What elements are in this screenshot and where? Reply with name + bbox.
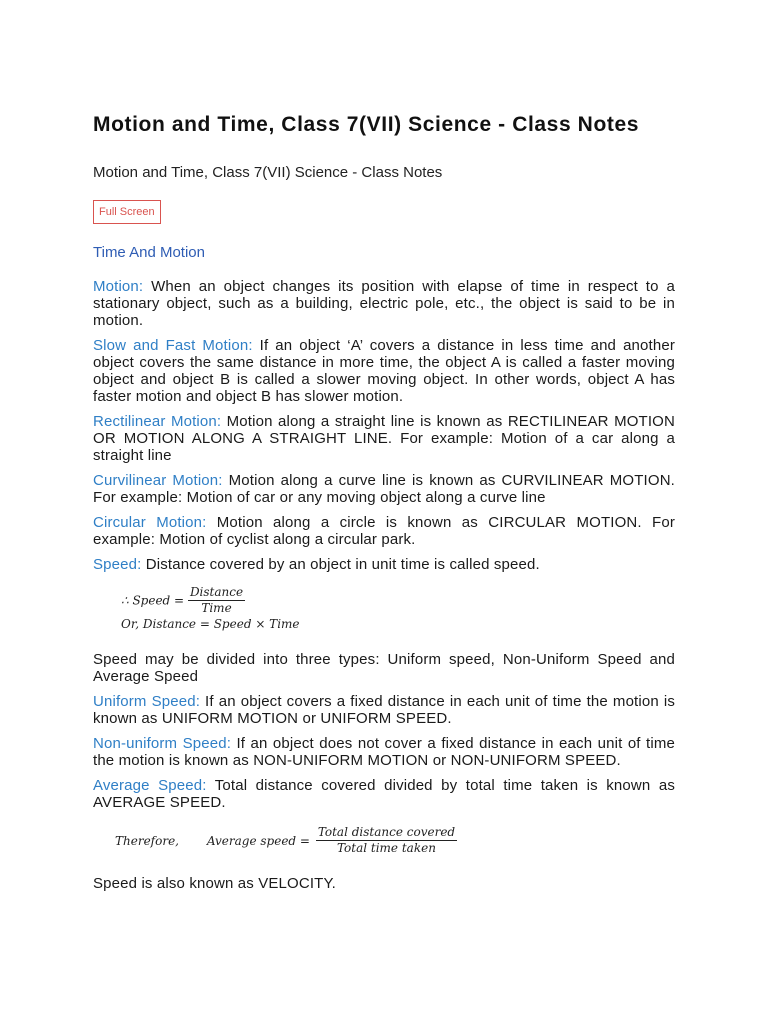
text-uniform-speed: If an object covers a fixed distance in each unit of time the motion is known as UNIFORM MOTION or UNIFORM SPEED. — [93, 693, 675, 727]
text-motion: When an object changes its position with elapse of time in respect to a stationary object, such as a building, electric pole, etc., the object is said to be in motion. — [93, 278, 675, 329]
paragraph-motion — [93, 278, 675, 329]
average-formula-lhs: Average speed = — [206, 833, 310, 848]
paragraph-speed-types: Speed may be divided into three types: Uniform speed, Non-Uniform Speed and Average Speed — [93, 651, 675, 685]
text-speed: Distance covered by an object in unit time is called speed. — [141, 556, 540, 573]
speed-formula-lhs: ∴ Speed = — [121, 593, 185, 608]
speed-fraction — [188, 585, 245, 616]
average-numerator: Total distance covered — [317, 825, 456, 839]
paragraph-curvilinear-motion — [93, 472, 675, 506]
distance-equation: Or, Distance = Speed × Time — [121, 617, 300, 631]
speed-numerator: Distance — [189, 585, 244, 599]
speed-formula — [121, 585, 675, 641]
term-speed: Speed: — [93, 556, 142, 573]
term-uniform-speed: Uniform Speed: — [93, 693, 201, 710]
page-subtitle: Motion and Time, Class 7(VII) Science - Class Notes — [93, 164, 443, 181]
section-heading: Time And Motion — [93, 244, 205, 261]
term-curvilinear-motion: Curvilinear Motion: — [93, 472, 223, 489]
text-rectilinear-motion: Motion along a straight line is known as RECTILINEAR MOTION OR MOTION ALONG A STRAIGHT LINE. For example: Motion of a car along a straight line — [93, 413, 675, 464]
text-average-speed: Total distance covered divided by total time taken is known as AVERAGE SPEED. — [93, 777, 675, 811]
average-formula-therefore: Therefore, — [115, 833, 179, 848]
paragraph-uniform-speed — [93, 693, 675, 727]
average-denominator: Total time taken — [336, 841, 436, 855]
speed-equation — [121, 585, 675, 616]
term-rectilinear-motion: Rectilinear Motion: — [93, 413, 222, 430]
term-average-speed: Average Speed: — [93, 777, 207, 794]
text-slow-fast-motion: If an object ‘A’ covers a distance in less time and another object covers the same distance in more time, the object A is called a faster moving object and object B is called a slower moving object. In other words, object A has faster motion and object B has slower motion. — [93, 337, 675, 405]
term-slow-fast-motion: Slow and Fast Motion: — [93, 337, 253, 354]
paragraph-slow-fast-motion — [93, 337, 675, 405]
paragraph-non-uniform-speed — [93, 735, 675, 769]
paragraph-circular-motion — [93, 514, 675, 548]
paragraph-average-speed — [93, 777, 675, 811]
text-non-uniform-speed: If an object does not cover a fixed distance in each unit of time the motion is known as NON-UNIFORM MOTION or NON-UNIFORM SPEED. — [93, 735, 675, 769]
term-non-uniform-speed: Non-uniform Speed: — [93, 735, 232, 752]
average-speed-formula — [115, 825, 675, 863]
term-motion: Motion: — [93, 278, 144, 295]
term-circular-motion: Circular Motion: — [93, 514, 207, 531]
full-screen-button[interactable]: Full Screen — [93, 200, 161, 224]
paragraph-velocity: Speed is also known as VELOCITY. — [93, 875, 336, 892]
page-title: Motion and Time, Class 7(VII) Science - Class Notes — [93, 113, 640, 136]
average-speed-fraction — [316, 825, 457, 856]
paragraph-rectilinear-motion — [93, 413, 675, 464]
paragraph-speed — [93, 556, 675, 573]
text-curvilinear-motion: Motion along a curve line is known as CURVILINEAR MOTION. For example: Motion of car or any moving object along a curve line — [93, 472, 675, 506]
speed-denominator: Time — [201, 601, 232, 615]
article — [93, 110, 675, 892]
text-circular-motion: Motion along a circle is known as CIRCULAR MOTION. For example: Motion of cyclist along a circular park. — [93, 514, 675, 548]
